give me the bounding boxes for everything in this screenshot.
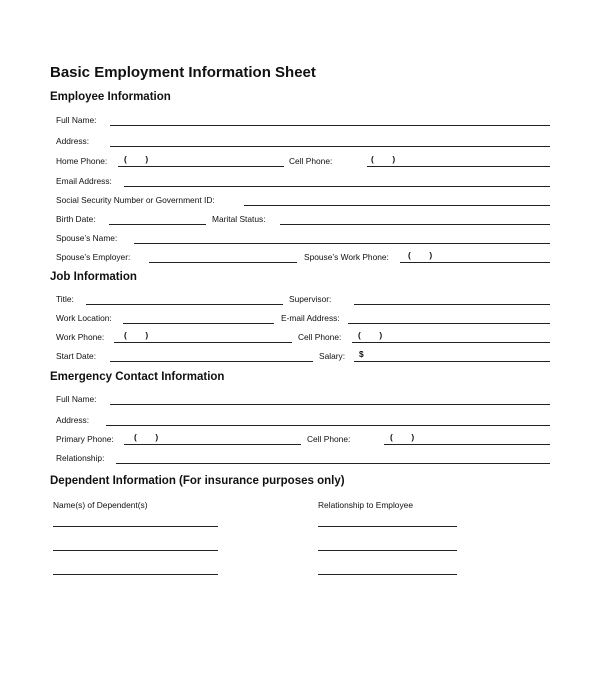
section-heading-employee: Employee Information [50, 91, 171, 103]
job-cell-phone-label: Cell Phone: [298, 332, 342, 342]
emp-ssn-field[interactable] [244, 193, 550, 206]
job-salary-label: Salary: [319, 351, 346, 361]
ec-cell-phone-field[interactable] [384, 432, 550, 445]
dependent-name-field[interactable] [53, 514, 218, 527]
ec-full-name-label: Full Name: [56, 394, 97, 404]
dependent-relationship-field[interactable] [318, 562, 457, 575]
section-heading-emergency: Emergency Contact Information [50, 371, 225, 383]
job-start-date-field[interactable] [110, 349, 313, 362]
job-title-field[interactable] [86, 292, 283, 305]
phone-area-code: ( ) [358, 330, 383, 340]
emp-address-label: Address: [56, 136, 90, 146]
emp-home-phone-field[interactable] [118, 154, 284, 167]
emp-email-label: Email Address: [56, 176, 112, 186]
emp-birth-date-label: Birth Date: [56, 214, 96, 224]
emp-spouse-employer-field[interactable] [149, 250, 297, 263]
dependent-relationship-column-header: Relationship to Employee [318, 500, 413, 510]
ec-full-name-field[interactable] [110, 392, 550, 405]
ec-relationship-field[interactable] [116, 451, 550, 464]
ec-relationship-label: Relationship: [56, 453, 105, 463]
ec-address-label: Address: [56, 415, 90, 425]
section-heading-dependent: Dependent Information (For insurance purposes only) [50, 475, 345, 487]
emp-spouse-work-phone-field[interactable] [400, 250, 550, 263]
ec-primary-phone-field[interactable] [124, 432, 301, 445]
emp-cell-phone-field[interactable] [367, 154, 550, 167]
job-work-location-field[interactable] [123, 311, 274, 324]
job-work-location-label: Work Location: [56, 313, 112, 323]
job-cell-phone-field[interactable] [352, 330, 550, 343]
phone-area-code: ( ) [134, 432, 159, 442]
emp-spouse-work-phone-label: Spouse’s Work Phone: [304, 252, 389, 262]
ec-address-field[interactable] [106, 413, 550, 426]
dependent-name-field[interactable] [53, 562, 218, 575]
job-email-label: E-mail Address: [281, 313, 340, 323]
phone-area-code: ( ) [124, 330, 149, 340]
phone-area-code: ( ) [124, 154, 149, 164]
section-heading-job: Job Information [50, 271, 137, 283]
job-salary-field[interactable] [354, 349, 550, 362]
page-title: Basic Employment Information Sheet [50, 64, 316, 81]
phone-area-code: ( ) [408, 250, 433, 260]
ec-primary-phone-label: Primary Phone: [56, 434, 114, 444]
dependent-relationship-field[interactable] [318, 538, 457, 551]
job-email-field[interactable] [348, 311, 550, 324]
dependent-names-column-header: Name(s) of Dependent(s) [53, 500, 148, 510]
emp-marital-status-label: Marital Status: [212, 214, 266, 224]
dependent-relationship-field[interactable] [318, 514, 457, 527]
job-title-label: Title: [56, 294, 74, 304]
job-work-phone-field[interactable] [114, 330, 292, 343]
job-supervisor-field[interactable] [354, 292, 550, 305]
job-supervisor-label: Supervisor: [289, 294, 332, 304]
emp-birth-date-field[interactable] [109, 212, 206, 225]
emp-spouse-employer-label: Spouse’s Employer: [56, 252, 131, 262]
emp-address-field[interactable] [110, 134, 550, 147]
emp-marital-status-field[interactable] [280, 212, 550, 225]
ec-cell-phone-label: Cell Phone: [307, 434, 351, 444]
emp-home-phone-label: Home Phone: [56, 156, 108, 166]
emp-full-name-field[interactable] [110, 113, 550, 126]
emp-full-name-label: Full Name: [56, 115, 97, 125]
currency-symbol: $ [359, 349, 364, 359]
job-start-date-label: Start Date: [56, 351, 97, 361]
emp-spouse-name-field[interactable] [134, 231, 550, 244]
job-work-phone-label: Work Phone: [56, 332, 105, 342]
emp-ssn-label: Social Security Number or Government ID: [56, 195, 215, 205]
dependent-name-field[interactable] [53, 538, 218, 551]
phone-area-code: ( ) [390, 432, 415, 442]
phone-area-code: ( ) [371, 154, 396, 164]
emp-email-field[interactable] [124, 174, 550, 187]
emp-cell-phone-label: Cell Phone: [289, 156, 333, 166]
emp-spouse-name-label: Spouse’s Name: [56, 233, 118, 243]
